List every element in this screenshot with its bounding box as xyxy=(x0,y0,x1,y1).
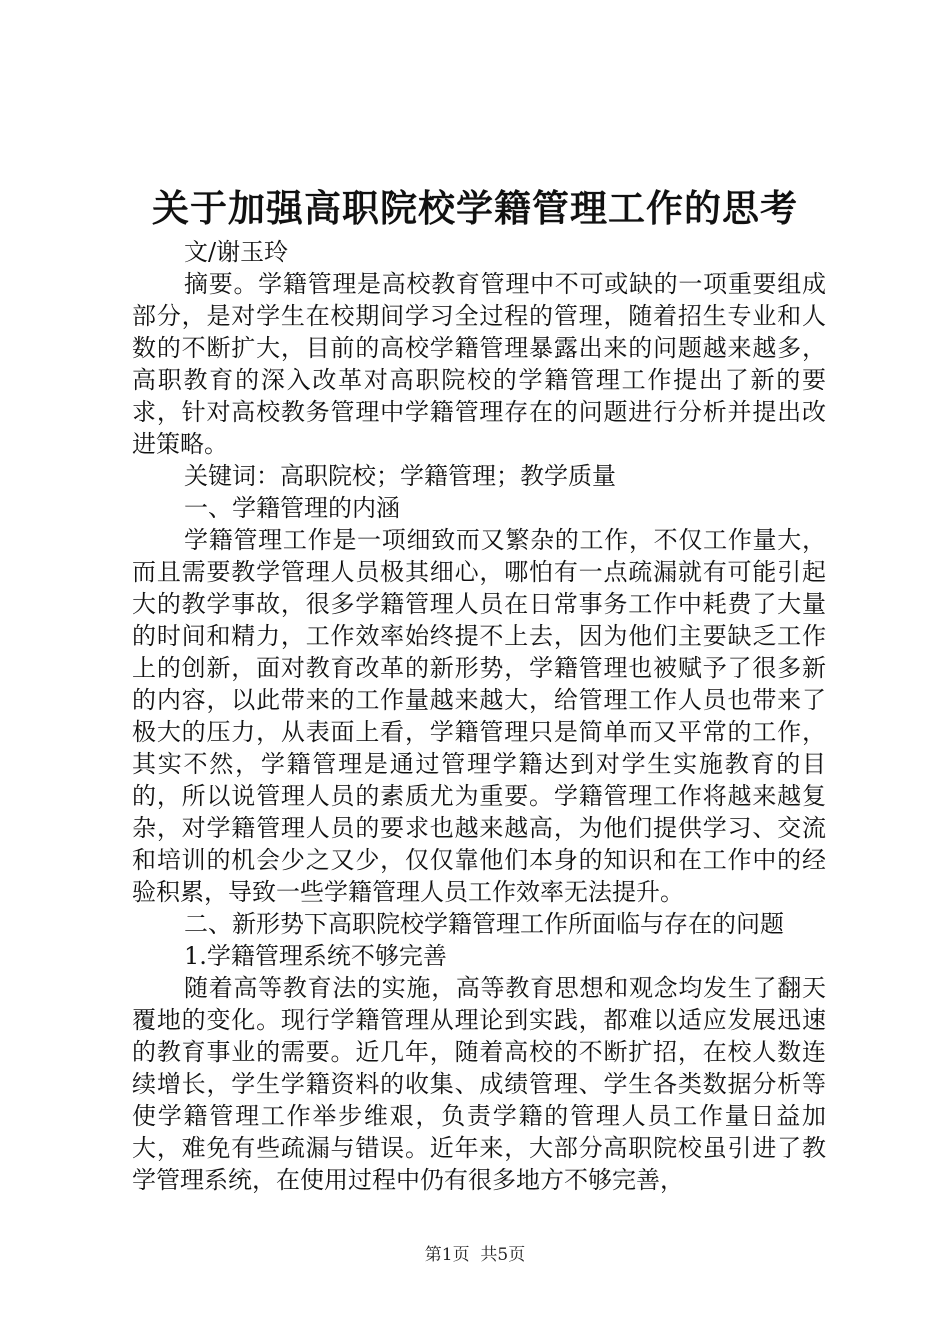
keywords-line: 关键词：高职院校；学籍管理；教学质量 xyxy=(184,462,616,490)
abstract-paragraph: 摘要。学籍管理是高校教育管理中不可或缺的一项重要组成部分，是对学生在校期间学习全过程的管理，随着招生专业和人数的不断扩大，目前的高校学籍管理暴露出来的问题越来越多，高职教育的深入改革对高职院校的学籍管理工作提出了新的要求，针对高校教务管理中学籍管理存在的问题进行分析并提出改进策略。 xyxy=(132,270,826,458)
document-title: 关于加强高职院校学籍管理工作的思考 xyxy=(152,186,798,230)
author-line: 文/谢玉玲 xyxy=(184,238,289,266)
subsection-heading-1: 1.学籍管理系统不够完善 xyxy=(184,942,447,970)
section-1-paragraph: 学籍管理工作是一项细致而又繁杂的工作，不仅工作量大，而且需要教学管理人员极其细心，哪怕有一点疏漏就有可能引起大的教学事故，很多学籍管理人员在日常事务工作中耗费了大量的时间和精力，工作效率始终提不上去，因为他们主要缺乏工作上的创新，面对教育改革的新形势，学籍管理也被赋予了很多新的内容，以此带来的工作量越来越大，给管理工作人员也带来了极大的压力，从表面上看，学籍管理只是简单而又平常的工作，其实不然，学籍管理是通过管理学籍达到对学生实施教育的目的，所以说管理人员的素质尤为重要。学籍管理工作将越来越复杂，对学籍管理人员的要求也越来越高，为他们提供学习、交流和培训的机会少之又少，仅仅靠他们本身的知识和在工作中的经验积累，导致一些学籍管理人员工作效率无法提升。 xyxy=(132,526,826,906)
subsection-1-paragraph: 随着高等教育法的实施，高等教育思想和观念均发生了翻天覆地的变化。现行学籍管理从理论到实践，都难以适应发展迅速的教育事业的需要。近几年，随着高校的不断扩招，在校人数连续增长，学生学籍资料的收集、成绩管理、学生各类数据分析等使学籍管理工作举步维艰，负责学籍的管理人员工作量日益加大，难免有些疏漏与错误。近年来，大部分高职院校虽引进了教学管理系统，在使用过程中仍有很多地方不够完善， xyxy=(132,974,826,1194)
document-body xyxy=(132,236,826,1196)
page-number-label: 第1页 共5页 xyxy=(424,1245,526,1265)
page-footer xyxy=(0,1244,950,1266)
section-heading-1: 一、学籍管理的内涵 xyxy=(184,494,400,522)
section-heading-2: 二、新形势下高职院校学籍管理工作所面临与存在的问题 xyxy=(184,910,784,938)
